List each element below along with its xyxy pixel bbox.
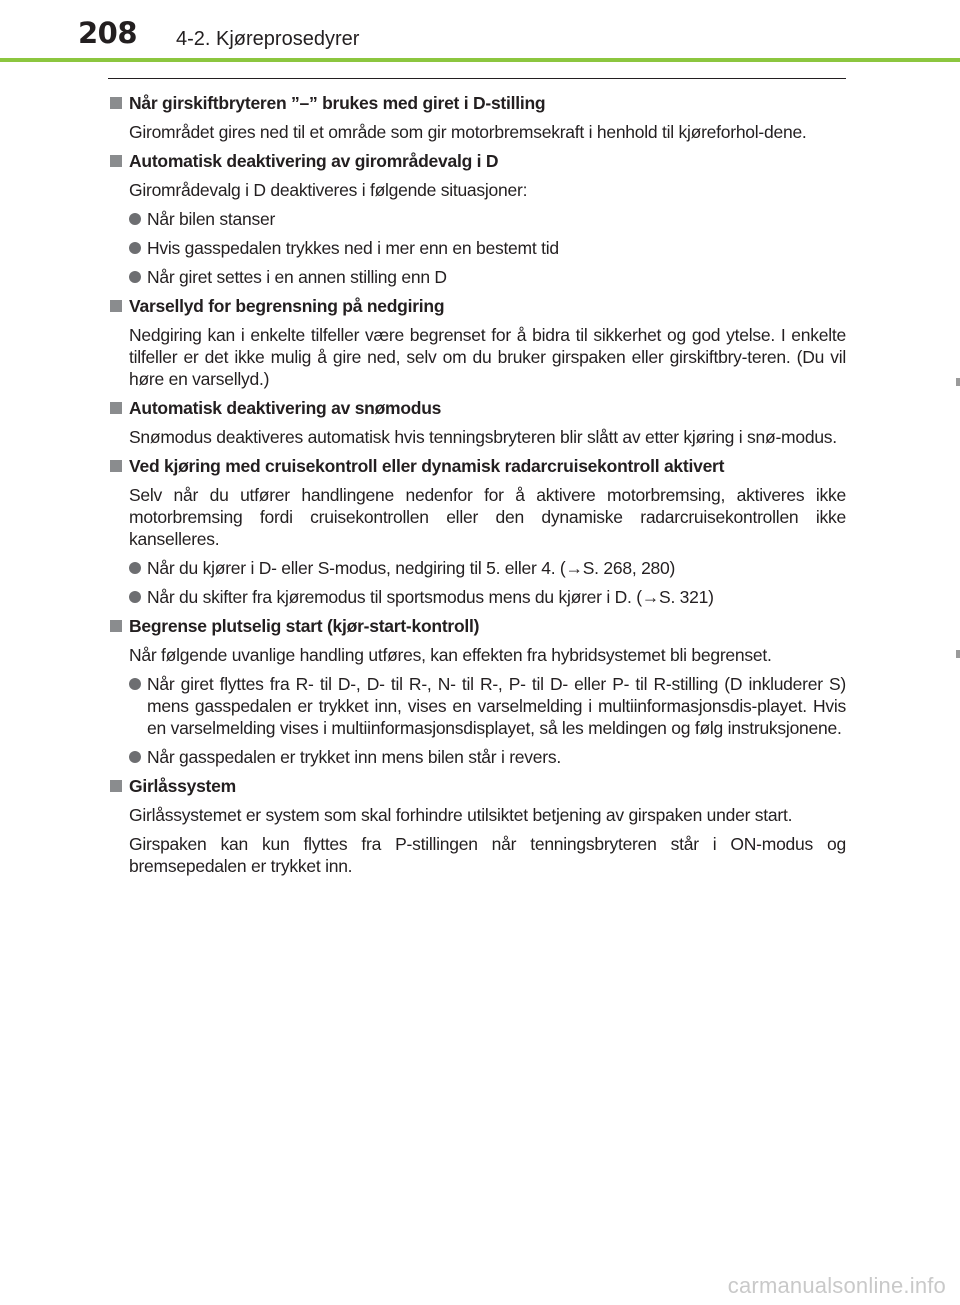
note-heading-text: Automatisk deaktivering av girområdevalg i D [129,151,499,171]
note-heading-text: Girlåssystem [129,776,236,796]
bullet-text: Når gasspedalen er trykket inn mens bilen står i revers. [147,747,561,767]
bullet-item [147,673,846,739]
manual-content [110,92,846,884]
note-section [110,150,846,288]
bullet-text: Når du skifter fra kjøremodus til sportsmodus mens du kjører i D. (→S. 321) [147,587,714,607]
note-section [110,92,846,143]
note-section [110,455,846,608]
note-paragraph: Nedgiring kan i enkelte tilfeller være begrenset for å bidra til sikkerhet og god ytelse. I enkelte tilfeller er det ikke mulig å gire ned, selv om du bruker girspaken eller girskiftbry-teren. (Du vil høre en varsellyd.) [129,325,846,389]
note-heading-text: Begrense plutselig start (kjør-start-kontroll) [129,616,480,636]
note-heading-text: Varsellyd for begrensning på nedgiring [129,296,445,316]
bullet-text: Når du kjører i D- eller S-modus, nedgiring til 5. eller 4. (→S. 268, 280) [147,558,676,578]
square-bullet-icon [110,620,122,632]
note-heading [110,92,846,114]
round-bullet-icon [129,213,141,225]
note-heading [110,150,846,172]
note-heading [110,295,846,317]
round-bullet-icon [129,678,141,690]
round-bullet-icon [129,271,141,283]
note-heading-text: Når girskiftbryteren ”–” brukes med giret i D-stilling [129,93,546,113]
note-paragraph: Girområdet gires ned til et område som gir motorbremsekraft i henhold til kjøreforhol-dene. [129,122,807,142]
note-paragraph: Selv når du utfører handlingene nedenfor for å aktivere motorbremsing, aktiveres ikke motorbremsing fordi cruisekontrollen eller den dynamiske radarcruisekontrollen ikke kanselleres. [129,485,846,549]
round-bullet-icon [129,751,141,763]
note-section [110,775,846,877]
bullet-item [147,557,846,579]
note-section [110,295,846,390]
note-paragraph: Girlåssystemet er system som skal forhindre utilsiktet betjening av girspaken under start. [129,805,793,825]
header-accent-rule [0,58,960,62]
section-title: 4-2. Kjøreprosedyrer [176,28,360,50]
note-paragraph: Når følgende uvanlige handling utføres, kan effekten fra hybridsystemet bli begrenset. [129,645,772,665]
page-header [0,0,960,62]
bullet-item [147,586,846,608]
bullet-text: Når giret flyttes fra R- til D-, D- til R-, N- til R-, P- til D- eller P- til R-stilling (D inkluderer S) mens gasspedalen er trykket inn, vises en varselmelding i multiinformasjonsdis-playet. Hvis en varselmelding vises i multiinformasjonsdisplayet, så les meldingen og følg instruksjonene. [147,674,846,738]
round-bullet-icon [129,562,141,574]
note-heading [110,397,846,419]
square-bullet-icon [110,780,122,792]
square-bullet-icon [110,97,122,109]
bullet-text: Når giret settes i en annen stilling enn D [147,267,447,287]
watermark: carmanualsonline.info [727,1273,946,1298]
note-heading [110,615,846,637]
square-bullet-icon [110,460,122,472]
page-number: 208 [78,16,138,50]
note-section [110,397,846,448]
square-bullet-icon [110,402,122,414]
bullet-text: Når bilen stanser [147,209,276,229]
note-section [110,615,846,768]
round-bullet-icon [129,591,141,603]
edge-tick-mark [956,650,960,658]
note-heading [110,455,846,477]
bullet-item [147,266,846,288]
edge-tick-mark [956,378,960,386]
bullet-item [147,208,846,230]
round-bullet-icon [129,242,141,254]
bullet-text: Hvis gasspedalen trykkes ned i mer enn en bestemt tid [147,238,559,258]
bullet-item [147,746,846,768]
square-bullet-icon [110,300,122,312]
note-paragraph: Girområdevalg i D deaktiveres i følgende situasjoner: [129,180,528,200]
note-paragraph: Girspaken kan kun flyttes fra P-stillingen når tenningsbryteren står i ON-modus og bremsepedalen er trykket inn. [129,834,846,876]
note-heading-text: Automatisk deaktivering av snømodus [129,398,442,418]
content-top-rule [108,78,846,79]
bullet-item [147,237,846,259]
note-paragraph: Snømodus deaktiveres automatisk hvis tenningsbryteren blir slått av etter kjøring i snø-modus. [129,427,837,447]
note-heading [110,775,846,797]
note-heading-text: Ved kjøring med cruisekontroll eller dynamisk radarcruisekontroll aktivert [129,456,725,476]
square-bullet-icon [110,155,122,167]
